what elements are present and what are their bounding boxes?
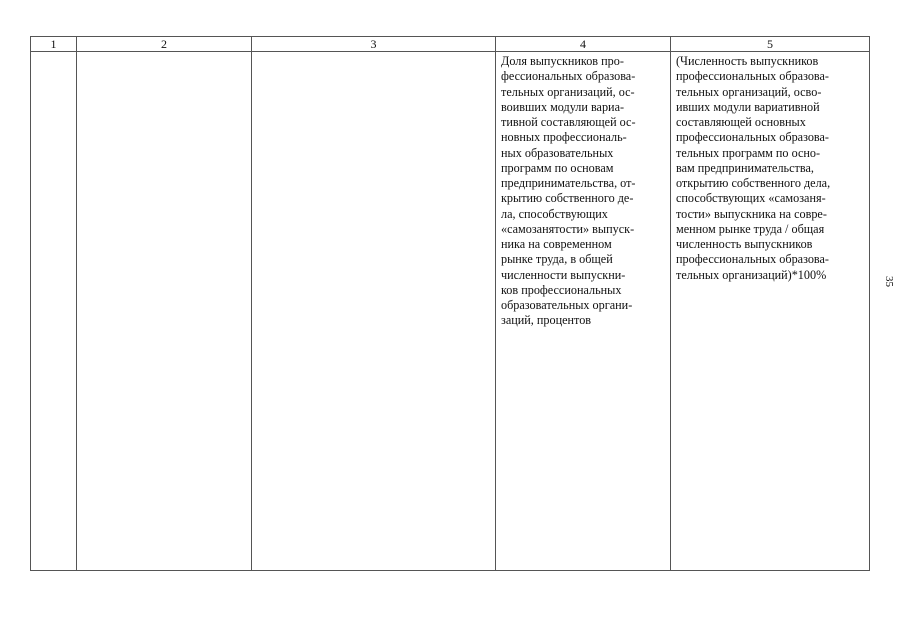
text-line: составляющей основных (676, 115, 806, 129)
text-line: воивших модули вариа- (501, 99, 625, 114)
text-line: тости» выпускника на совре- (676, 206, 827, 221)
text-line: Доля выпускников про- (501, 54, 624, 68)
text-line: вам предпринимательства, (676, 160, 814, 175)
text-line: предпринимательства, от- (501, 176, 636, 190)
text-line: тельных организаций)*100% (676, 267, 827, 282)
column-header-4: 4 (496, 37, 671, 52)
text-line: новных профессиональ- (501, 130, 627, 145)
calculation-formula-text (671, 52, 869, 283)
cell-calculation-formula (671, 52, 870, 571)
text-line: профессиональных образова- (676, 252, 829, 267)
text-line: ла, способствующих (501, 206, 608, 221)
text-line: образовательных органи- (501, 298, 633, 312)
cell-indicator-name (496, 52, 671, 571)
text-line: заций, процентов (501, 313, 592, 328)
column-header-5: 5 (671, 37, 870, 52)
text-line: ивших модули вариативной (676, 99, 820, 114)
text-line: тивной составляющей ос- (501, 115, 636, 129)
text-line: крытию собственного де- (501, 191, 634, 206)
indicator-name-text (496, 52, 670, 329)
indicator-table (30, 36, 870, 571)
column-header-1: 1 (31, 37, 77, 52)
text-line: профессиональных образова- (676, 69, 829, 84)
text-line: тельных организаций, осво- (676, 84, 822, 99)
table-header-row (31, 37, 870, 52)
page-number: 35 (883, 276, 895, 287)
text-line: «самозанятости» выпуск- (501, 221, 635, 236)
text-line: ника на современном (501, 237, 612, 251)
text-line: численность выпускников (676, 237, 813, 251)
column-header-2: 2 (77, 37, 252, 52)
text-line: рынке труда, в общей (501, 252, 613, 267)
text-line: ных образовательных (501, 145, 614, 160)
text-line: менном рынке труда / общая (676, 221, 825, 236)
text-line: фессиональных образова- (501, 69, 636, 84)
text-line: открытию собственного дела, (676, 176, 831, 190)
cell-col-3 (252, 52, 496, 571)
cell-col-1 (31, 52, 77, 571)
cell-col-2 (77, 52, 252, 571)
text-line: ков профессиональных (501, 282, 622, 297)
text-line: тельных программ по осно- (676, 145, 821, 160)
text-line: численности выпускни- (501, 267, 626, 282)
text-line: тельных организаций, ос- (501, 84, 635, 99)
text-line: способствующих «самозаня- (676, 191, 826, 206)
text-line: профессиональных образова- (676, 130, 829, 145)
text-line: (Численность выпускников (676, 54, 819, 68)
table-row (31, 52, 870, 571)
text-line: программ по основам (501, 160, 614, 175)
column-header-3: 3 (252, 37, 496, 52)
